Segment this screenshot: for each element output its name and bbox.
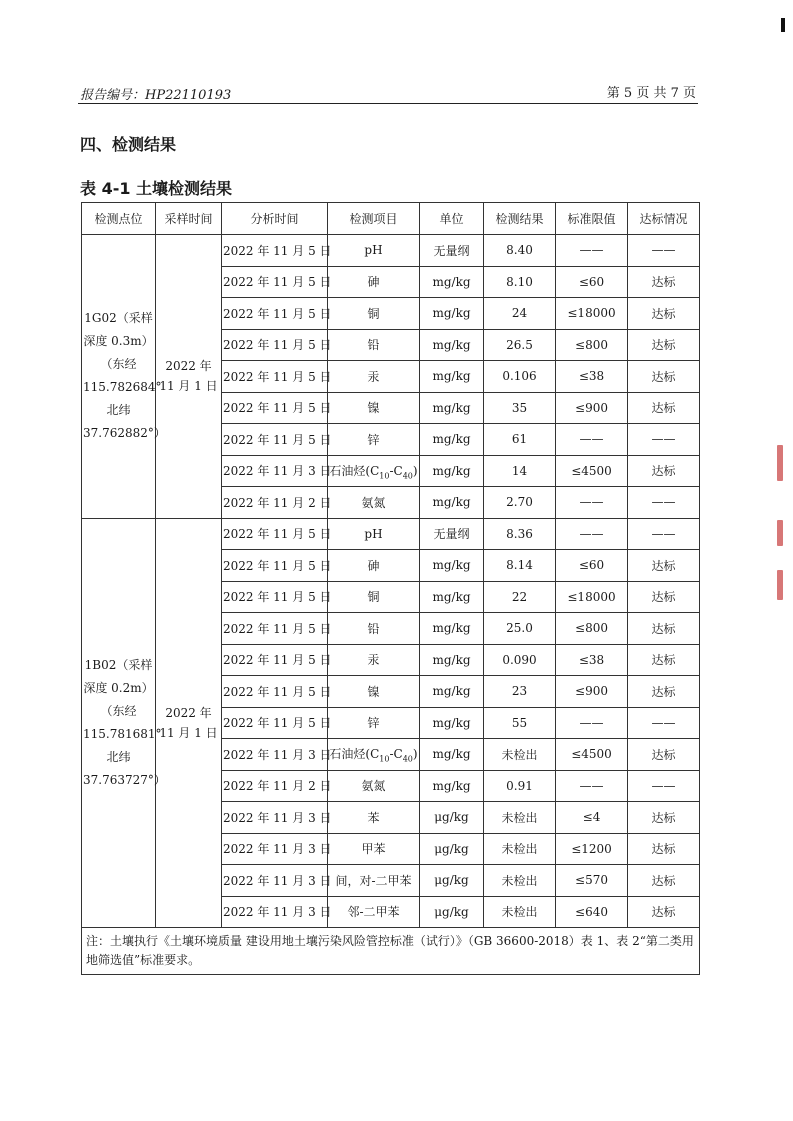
sampling-site: 1B02（采样深度 0.2m）（东经 115.781681° 北纬 37.763727°）	[82, 518, 156, 928]
unit: mg/kg	[420, 487, 484, 519]
test-result: 0.106	[484, 361, 556, 393]
unit: mg/kg	[420, 739, 484, 771]
column-header: 采样时间	[156, 203, 222, 235]
standard-limit: ≤60	[556, 550, 628, 582]
analysis-date: 2022 年 11 月 5 日	[222, 329, 328, 361]
standard-limit: ≤800	[556, 329, 628, 361]
analysis-date: 2022 年 11 月 2 日	[222, 770, 328, 802]
test-result: 61	[484, 424, 556, 456]
column-header: 标准限值	[556, 203, 628, 235]
unit: mg/kg	[420, 707, 484, 739]
sampling-time: 2022 年 11 月 1 日	[156, 518, 222, 928]
compliance-status: 达标	[628, 896, 700, 928]
column-header: 检测结果	[484, 203, 556, 235]
test-item: 镍	[328, 676, 420, 708]
test-item: 砷	[328, 266, 420, 298]
unit: mg/kg	[420, 550, 484, 582]
test-item: 汞	[328, 644, 420, 676]
unit: μg/kg	[420, 833, 484, 865]
analysis-date: 2022 年 11 月 5 日	[222, 644, 328, 676]
analysis-date: 2022 年 11 月 5 日	[222, 235, 328, 267]
test-result: 8.36	[484, 518, 556, 550]
test-result: 未检出	[484, 865, 556, 897]
table-note: 注：土壤执行《土壤环境质量 建设用地土壤污染风险管控标准（试行）》（GB 36600-2018）表 1、表 2“第二类用地筛选值”标准要求。	[82, 928, 700, 975]
test-item: 汞	[328, 361, 420, 393]
test-item: 铅	[328, 329, 420, 361]
test-item: 苯	[328, 802, 420, 834]
compliance-status: 达标	[628, 613, 700, 645]
test-result: 0.91	[484, 770, 556, 802]
test-item: 甲苯	[328, 833, 420, 865]
standard-limit: ≤38	[556, 644, 628, 676]
unit: mg/kg	[420, 266, 484, 298]
test-result: 2.70	[484, 487, 556, 519]
test-item: pH	[328, 235, 420, 267]
standard-limit: ——	[556, 707, 628, 739]
compliance-status: 达标	[628, 361, 700, 393]
test-item: 镍	[328, 392, 420, 424]
analysis-date: 2022 年 11 月 5 日	[222, 550, 328, 582]
compliance-status: ——	[628, 424, 700, 456]
test-result: 24	[484, 298, 556, 330]
column-header: 检测项目	[328, 203, 420, 235]
compliance-status: ——	[628, 518, 700, 550]
standard-limit: ≤900	[556, 676, 628, 708]
test-item: 间，对-二甲苯	[328, 865, 420, 897]
analysis-date: 2022 年 11 月 5 日	[222, 676, 328, 708]
soil-results-table	[81, 202, 700, 975]
test-result: 25.0	[484, 613, 556, 645]
standard-limit: ≤4500	[556, 739, 628, 771]
test-item: 氨氮	[328, 487, 420, 519]
test-item: 氨氮	[328, 770, 420, 802]
compliance-status: 达标	[628, 298, 700, 330]
unit: 无量纲	[420, 518, 484, 550]
test-result: 14	[484, 455, 556, 487]
standard-limit: ——	[556, 770, 628, 802]
analysis-date: 2022 年 11 月 3 日	[222, 802, 328, 834]
test-result: 35	[484, 392, 556, 424]
page-indicator: 第 5 页 共 7 页	[606, 86, 696, 101]
compliance-status: 达标	[628, 392, 700, 424]
test-item: pH	[328, 518, 420, 550]
table-row	[82, 518, 700, 550]
test-result: 0.090	[484, 644, 556, 676]
test-result: 22	[484, 581, 556, 613]
analysis-date: 2022 年 11 月 5 日	[222, 518, 328, 550]
test-result: 8.40	[484, 235, 556, 267]
unit: μg/kg	[420, 802, 484, 834]
standard-limit: ≤4	[556, 802, 628, 834]
compliance-status: 达标	[628, 739, 700, 771]
compliance-status: 达标	[628, 833, 700, 865]
compliance-status: ——	[628, 707, 700, 739]
standard-limit: ≤900	[556, 392, 628, 424]
standard-limit: ——	[556, 487, 628, 519]
table-title: 表 4-1 土壤检测结果	[80, 179, 233, 198]
test-item: 石油烃$(C_{10}-C_{40})$	[328, 455, 420, 487]
unit: mg/kg	[420, 644, 484, 676]
standard-limit: ≤38	[556, 361, 628, 393]
unit: mg/kg	[420, 581, 484, 613]
unit: μg/kg	[420, 896, 484, 928]
analysis-date: 2022 年 11 月 5 日	[222, 707, 328, 739]
results-table-container	[81, 202, 699, 975]
note-row	[82, 928, 700, 975]
sampling-site: 1G02（采样深度 0.3m）（东经 115.782684° 北纬 37.762882°）	[82, 235, 156, 519]
standard-limit: ≤18000	[556, 298, 628, 330]
sampling-time: 2022 年 11 月 1 日	[156, 235, 222, 519]
analysis-date: 2022 年 11 月 3 日	[222, 455, 328, 487]
standard-limit: ≤18000	[556, 581, 628, 613]
test-result: 未检出	[484, 802, 556, 834]
standard-limit: ≤1200	[556, 833, 628, 865]
compliance-status: 达标	[628, 550, 700, 582]
test-result: 未检出	[484, 896, 556, 928]
table-row	[82, 235, 700, 267]
test-result: 未检出	[484, 739, 556, 771]
unit: mg/kg	[420, 676, 484, 708]
unit: mg/kg	[420, 298, 484, 330]
unit: mg/kg	[420, 613, 484, 645]
test-item: 锌	[328, 707, 420, 739]
compliance-status: ——	[628, 235, 700, 267]
analysis-date: 2022 年 11 月 5 日	[222, 581, 328, 613]
standard-limit: ——	[556, 235, 628, 267]
test-item: 铜	[328, 581, 420, 613]
analysis-date: 2022 年 11 月 3 日	[222, 865, 328, 897]
analysis-date: 2022 年 11 月 5 日	[222, 392, 328, 424]
analysis-date: 2022 年 11 月 5 日	[222, 266, 328, 298]
test-result: 55	[484, 707, 556, 739]
table-body	[82, 235, 700, 928]
scan-edge-mark	[781, 18, 785, 32]
unit: mg/kg	[420, 392, 484, 424]
analysis-date: 2022 年 11 月 3 日	[222, 833, 328, 865]
header-divider	[78, 103, 698, 104]
test-result: 8.10	[484, 266, 556, 298]
unit: mg/kg	[420, 424, 484, 456]
test-item: 锌	[328, 424, 420, 456]
analysis-date: 2022 年 11 月 3 日	[222, 896, 328, 928]
test-item: 砷	[328, 550, 420, 582]
column-header: 达标情况	[628, 203, 700, 235]
analysis-date: 2022 年 11 月 2 日	[222, 487, 328, 519]
unit: μg/kg	[420, 865, 484, 897]
analysis-date: 2022 年 11 月 3 日	[222, 739, 328, 771]
compliance-status: ——	[628, 487, 700, 519]
stamp-edge-mark	[777, 570, 783, 600]
standard-limit: ≤640	[556, 896, 628, 928]
column-header: 单位	[420, 203, 484, 235]
compliance-status: 达标	[628, 266, 700, 298]
compliance-status: 达标	[628, 455, 700, 487]
standard-limit: ≤800	[556, 613, 628, 645]
compliance-status: ——	[628, 770, 700, 802]
standard-limit: ≤60	[556, 266, 628, 298]
table-header-row	[82, 203, 700, 235]
compliance-status: 达标	[628, 581, 700, 613]
test-result: 23	[484, 676, 556, 708]
stamp-edge-mark	[777, 445, 783, 481]
analysis-date: 2022 年 11 月 5 日	[222, 298, 328, 330]
stamp-edge-mark	[777, 520, 783, 546]
test-result: 26.5	[484, 329, 556, 361]
compliance-status: 达标	[628, 644, 700, 676]
analysis-date: 2022 年 11 月 5 日	[222, 361, 328, 393]
section-title: 四、检测结果	[80, 135, 177, 154]
standard-limit: ——	[556, 518, 628, 550]
standard-limit: ——	[556, 424, 628, 456]
test-result: 8.14	[484, 550, 556, 582]
analysis-date: 2022 年 11 月 5 日	[222, 613, 328, 645]
unit: mg/kg	[420, 455, 484, 487]
column-header: 分析时间	[222, 203, 328, 235]
analysis-date: 2022 年 11 月 5 日	[222, 424, 328, 456]
unit: 无量纲	[420, 235, 484, 267]
unit: mg/kg	[420, 361, 484, 393]
compliance-status: 达标	[628, 676, 700, 708]
unit: mg/kg	[420, 770, 484, 802]
report-number: 报告编号：HP22110193	[80, 88, 232, 103]
compliance-status: 达标	[628, 802, 700, 834]
column-header: 检测点位	[82, 203, 156, 235]
standard-limit: ≤570	[556, 865, 628, 897]
test-result: 未检出	[484, 833, 556, 865]
standard-limit: ≤4500	[556, 455, 628, 487]
compliance-status: 达标	[628, 329, 700, 361]
test-item: 石油烃$(C_{10}-C_{40})$	[328, 739, 420, 771]
test-item: 铅	[328, 613, 420, 645]
test-item: 邻-二甲苯	[328, 896, 420, 928]
unit: mg/kg	[420, 329, 484, 361]
test-item: 铜	[328, 298, 420, 330]
compliance-status: 达标	[628, 865, 700, 897]
